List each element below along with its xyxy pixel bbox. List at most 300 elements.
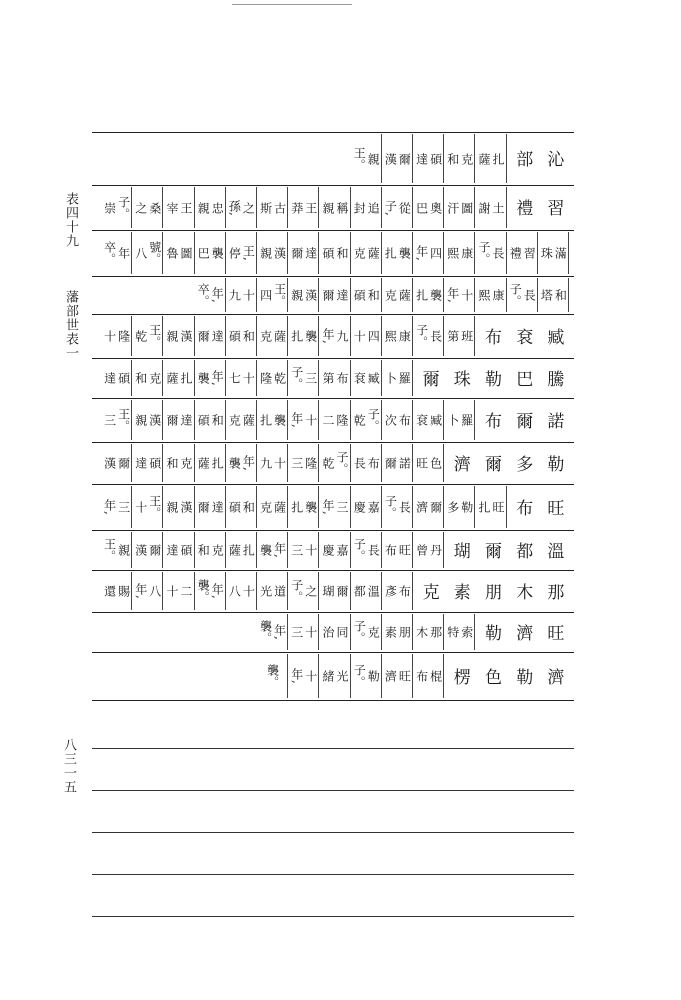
- cell-text: 巴: [414, 201, 429, 214]
- cell-text: 襲。: [265, 664, 280, 688]
- cell-text: 扎: [414, 289, 429, 301]
- table-cell: [227, 316, 257, 356]
- table-cell: [227, 486, 257, 528]
- cell-text: 親: [196, 201, 211, 214]
- table-cell: [320, 360, 350, 396]
- table-cell: [258, 572, 288, 610]
- row-rule: [92, 358, 574, 359]
- cell-text: 丹: [428, 544, 443, 556]
- table-cell: [414, 360, 443, 396]
- table-cell: [383, 572, 413, 610]
- cell-text: 四: [366, 330, 381, 342]
- cell-text: 扎: [490, 152, 505, 165]
- cell-text: 諾: [397, 457, 412, 469]
- cell-text: 斯: [258, 201, 273, 214]
- cell-text: 年,: [320, 328, 335, 344]
- cell-text: 碩: [227, 330, 242, 342]
- cell-text: 爾: [289, 247, 304, 259]
- cell-text: 爾: [164, 414, 179, 426]
- cell-text: 布: [480, 411, 501, 429]
- cell-text: 克: [258, 330, 273, 342]
- table-cell: [539, 614, 568, 650]
- cell-text: 謝: [476, 201, 491, 214]
- table-cell: [476, 278, 506, 312]
- cell-text: 三: [289, 457, 304, 469]
- table-cell: [320, 572, 350, 610]
- table-cell: [352, 400, 382, 440]
- table-cell: [133, 532, 163, 568]
- cell-text: 十: [102, 330, 117, 342]
- table-cell: [258, 187, 288, 228]
- cell-text: 布: [414, 670, 429, 682]
- cell-text: 三: [289, 544, 304, 556]
- table-cell: [508, 444, 537, 482]
- cell-text: 布: [397, 585, 412, 597]
- row-rule: [92, 276, 574, 277]
- cell-text: 達: [303, 247, 318, 259]
- row-rule: [92, 398, 574, 399]
- table-cell: [133, 400, 163, 440]
- cell-text: 濟: [543, 667, 564, 685]
- cell-text: 達: [164, 544, 179, 556]
- cell-text: 克: [210, 544, 225, 556]
- table-cell: [258, 532, 288, 568]
- cell-text: 布: [334, 372, 349, 384]
- table-cell: [227, 187, 257, 228]
- cell-text: 九: [258, 457, 273, 469]
- cell-text: 薩: [476, 152, 491, 165]
- table-cell: [445, 134, 475, 183]
- table-cell: [445, 232, 475, 274]
- cell-text: 巴: [512, 369, 533, 387]
- cell-text: 四: [428, 247, 443, 259]
- cell-text: 布: [383, 544, 398, 556]
- table-cell: [320, 232, 350, 274]
- cell-text: 同: [334, 626, 349, 638]
- cell-text: 十: [272, 457, 287, 469]
- cell-text: 扎: [210, 457, 225, 469]
- row-rule: [92, 314, 574, 315]
- cell-text: 年,: [210, 583, 225, 599]
- table-cell: [476, 614, 505, 650]
- cell-text: 和: [241, 501, 256, 513]
- table-cell: [383, 444, 413, 482]
- cell-text: 達: [334, 289, 349, 301]
- cell-text: 王: [303, 201, 318, 214]
- table-cell: [133, 187, 163, 228]
- cell-text: 年: [116, 247, 131, 259]
- table-cell: [352, 360, 382, 396]
- cell-text: 卒。: [102, 241, 117, 265]
- cell-text: 瑚: [449, 541, 470, 559]
- cell-text: 長: [352, 457, 367, 469]
- table-cell: [383, 360, 413, 396]
- table-cell: [133, 486, 163, 528]
- cell-text: 親: [258, 247, 273, 259]
- table-cell: [196, 232, 226, 274]
- cell-text: 漢: [303, 289, 318, 301]
- cell-text: 和: [133, 372, 148, 384]
- cell-text: 之: [241, 201, 256, 214]
- table-cell: [352, 134, 382, 183]
- cell-text: 光: [258, 585, 273, 597]
- cell-text: 道: [272, 585, 287, 597]
- cell-text: 十: [241, 585, 256, 597]
- cell-text: 爾: [397, 152, 412, 165]
- cell-text: 碩: [116, 372, 131, 384]
- cell-text: 克: [383, 289, 398, 301]
- cell-text: 楞: [449, 667, 470, 685]
- cell-text: 子。: [414, 324, 429, 348]
- cell-text: 朋: [480, 582, 501, 600]
- cell-text: 年,: [210, 370, 225, 386]
- table-cell: [414, 316, 444, 356]
- table-cell: [508, 134, 537, 183]
- table-cell: [383, 278, 413, 312]
- cell-text: 襲: [303, 330, 318, 342]
- cell-text: 旺: [490, 501, 505, 513]
- cell-text: 長: [428, 330, 443, 342]
- cell-text: 襲。: [196, 579, 211, 603]
- cell-text: 襲: [258, 544, 273, 556]
- cell-text: 子。: [508, 283, 523, 307]
- top-scan-rule: [232, 4, 352, 5]
- table-cell: [539, 187, 568, 228]
- cell-text: 年,: [445, 287, 460, 303]
- cell-text: 十: [133, 501, 148, 513]
- cell-text: 禮: [508, 247, 523, 259]
- cell-text: 騰: [543, 369, 564, 387]
- cell-text: 年,: [289, 412, 304, 428]
- cell-text: 漢: [178, 330, 193, 342]
- cell-text: 薩: [227, 544, 242, 556]
- cell-text: 停: [227, 247, 242, 259]
- table-cell: [320, 486, 350, 528]
- cell-text: 漢: [383, 152, 398, 165]
- table-cell: [508, 232, 538, 274]
- row-rule: [92, 570, 574, 571]
- table-cell: [414, 654, 444, 698]
- cell-text: 漢: [178, 501, 193, 513]
- table-cell: [164, 444, 194, 482]
- cell-text: 勒: [512, 667, 533, 685]
- cell-text: 三: [116, 501, 131, 513]
- cell-text: 布: [480, 327, 501, 345]
- cell-text: 親: [164, 330, 179, 342]
- cell-text: 崇: [102, 201, 117, 214]
- table-cell: [164, 360, 194, 396]
- cell-text: 乾: [352, 414, 367, 426]
- cell-text: 之: [303, 585, 318, 597]
- table-cell: [164, 486, 194, 528]
- table-cell: [383, 614, 413, 650]
- cell-text: 克: [418, 582, 439, 600]
- table-cell: [539, 654, 568, 698]
- cell-text: 長: [522, 289, 537, 301]
- cell-text: 襲: [196, 372, 211, 384]
- cell-text: 薩: [366, 247, 381, 259]
- table-cell: [476, 400, 505, 440]
- cell-text: 碩: [320, 247, 335, 259]
- cell-text: 扎: [383, 247, 398, 259]
- table-cell: [445, 360, 474, 396]
- cell-text: 達: [414, 152, 429, 165]
- cell-text: 克: [366, 626, 381, 638]
- table-cell: [508, 316, 537, 356]
- cell-text: 克: [459, 152, 474, 165]
- cell-text: 薩: [272, 501, 287, 513]
- cell-text: 碩: [196, 414, 211, 426]
- table-cell: [102, 360, 132, 396]
- cell-text: 親: [164, 501, 179, 513]
- cell-text: 襲: [272, 414, 287, 426]
- table-cell: [383, 316, 413, 356]
- cell-text: 多: [512, 454, 533, 472]
- blank-rule: [92, 874, 574, 875]
- cell-text: 扎: [258, 414, 273, 426]
- cell-text: 隆: [258, 372, 273, 384]
- table-cell: [414, 486, 444, 528]
- table-cell: [383, 134, 413, 183]
- cell-text: 嘉: [366, 501, 381, 513]
- table-cell: [196, 316, 226, 356]
- table-cell: [102, 572, 132, 610]
- row-rule: [92, 132, 574, 133]
- cell-text: 八: [227, 585, 242, 597]
- cell-text: 袞: [512, 327, 533, 345]
- table-cell: [289, 278, 319, 312]
- row-rule: [92, 442, 574, 443]
- cell-text: 十: [303, 670, 318, 682]
- cell-text: 年,: [414, 245, 429, 261]
- table-cell: [445, 444, 474, 482]
- table-cell: [445, 187, 475, 228]
- table-cell: [539, 572, 568, 610]
- cell-text: 旺: [397, 670, 412, 682]
- cell-text: 漢: [147, 414, 162, 426]
- table-cell: [539, 316, 568, 356]
- table-cell: [227, 444, 257, 482]
- cell-text: 第: [320, 372, 335, 384]
- table-cell: [352, 486, 382, 528]
- cell-text: 碩: [352, 289, 367, 301]
- table-cell: [196, 360, 226, 396]
- cell-text: 達: [210, 330, 225, 342]
- table-cell: [476, 232, 506, 274]
- blank-rule: [92, 748, 574, 749]
- cell-text: 八: [133, 247, 148, 259]
- cell-text: 濟: [512, 623, 533, 641]
- cell-text: 色: [480, 667, 501, 685]
- cell-text: 爾: [116, 457, 131, 469]
- cell-text: 子。: [352, 620, 367, 644]
- cell-text: 和: [334, 247, 349, 259]
- cell-text: 年,: [133, 583, 148, 599]
- cell-text: 孫,: [227, 199, 242, 216]
- cell-text: 爾: [196, 330, 211, 342]
- cell-text: 碩: [178, 544, 193, 556]
- table-cell: [383, 187, 413, 228]
- table-cell: [476, 486, 506, 528]
- cell-text: 扎: [178, 372, 193, 384]
- cell-text: 圖: [178, 247, 193, 259]
- table-cell: [164, 316, 194, 356]
- cell-text: 子。: [383, 495, 398, 519]
- cell-text: 緒: [320, 670, 335, 682]
- table-cell: [414, 532, 444, 568]
- cell-text: 九: [227, 289, 242, 301]
- table-cell: [320, 614, 350, 650]
- table-cell: [352, 654, 382, 698]
- cell-text: 襲: [303, 501, 318, 513]
- cell-text: 勒: [366, 670, 381, 682]
- cell-text: 十: [241, 372, 256, 384]
- blank-rule: [92, 832, 574, 833]
- table-cell: [289, 532, 319, 568]
- cell-text: 爾: [480, 454, 501, 472]
- table-cell: [352, 444, 382, 482]
- cell-text: 長: [490, 247, 505, 259]
- cell-text: 十: [303, 626, 318, 638]
- cell-text: 扎: [241, 544, 256, 556]
- cell-text: 四: [258, 289, 273, 301]
- table-cell: [508, 278, 538, 312]
- table-cell: [133, 232, 163, 274]
- table-cell: [508, 360, 537, 396]
- cell-text: 漢: [133, 544, 148, 556]
- cell-text: 子。: [352, 664, 367, 688]
- table-cell: [102, 187, 132, 228]
- cell-text: 治: [320, 626, 335, 638]
- cell-text: 爾: [512, 411, 533, 429]
- table-cell: [102, 532, 132, 568]
- table-cell: [445, 316, 475, 356]
- cell-text: 親: [320, 201, 335, 214]
- cell-text: 八: [147, 585, 162, 597]
- cell-text: 達: [102, 372, 117, 384]
- cell-text: 乾: [133, 330, 148, 342]
- table-number: 表四十九: [63, 192, 78, 248]
- cell-text: 和: [366, 289, 381, 301]
- table-cell: [258, 654, 288, 698]
- cell-text: 次: [383, 414, 398, 426]
- cell-text: 王。: [116, 408, 131, 432]
- cell-text: 三: [334, 501, 349, 513]
- cell-text: 年,: [102, 499, 117, 515]
- cell-text: 羅: [397, 372, 412, 384]
- cell-text: 十: [303, 544, 318, 556]
- table-cell: [320, 654, 350, 698]
- table-cell: [383, 400, 413, 440]
- cell-text: 勒: [459, 501, 474, 513]
- cell-text: 濟: [449, 454, 470, 472]
- table-cell: [414, 232, 444, 274]
- table-cell: [196, 278, 226, 312]
- table-cell: [476, 316, 505, 356]
- cell-text: 三: [303, 372, 318, 384]
- cell-text: 慶: [320, 544, 335, 556]
- cell-text: 奧: [428, 201, 443, 214]
- cell-text: 康: [490, 289, 505, 301]
- table-cell: [539, 444, 568, 482]
- cell-text: 碩: [147, 457, 162, 469]
- cell-text: 那: [543, 582, 564, 600]
- table-cell: [227, 360, 257, 396]
- cell-text: 親: [116, 544, 131, 556]
- cell-text: 追: [366, 201, 381, 214]
- cell-text: 部: [512, 150, 533, 167]
- cell-text: 旺: [397, 544, 412, 556]
- cell-text: 王。: [102, 538, 117, 562]
- cell-text: 禮: [512, 199, 533, 216]
- cell-text: 親: [133, 414, 148, 426]
- cell-text: 色: [428, 457, 443, 469]
- cell-text: 薩: [196, 457, 211, 469]
- table-cell: [445, 654, 474, 698]
- row-rule: [92, 652, 574, 653]
- table-cell: [352, 316, 382, 356]
- table-cell: [258, 360, 288, 396]
- table-cell: [196, 187, 226, 228]
- cell-text: 十: [459, 289, 474, 301]
- cell-text: 薩: [241, 414, 256, 426]
- table-cell: [352, 614, 382, 650]
- cell-text: 年,: [241, 455, 256, 471]
- table-cell: [258, 316, 288, 356]
- cell-text: 扎: [289, 501, 304, 513]
- table-cell: [476, 360, 505, 396]
- table-cell: [320, 187, 350, 228]
- cell-text: 光: [334, 670, 349, 682]
- table-cell: [102, 486, 132, 528]
- cell-text: 克: [352, 247, 367, 259]
- cell-text: 親: [289, 289, 304, 301]
- cell-text: 魯: [164, 247, 179, 259]
- cell-text: 年,: [289, 668, 304, 684]
- cell-text: 勒: [480, 369, 501, 387]
- cell-text: 七: [227, 372, 242, 384]
- cell-text: 二: [320, 414, 335, 426]
- cell-text: 襲: [227, 457, 242, 469]
- cell-text: 棍: [428, 670, 443, 682]
- cell-text: 十: [164, 585, 179, 597]
- table-cell: [196, 532, 226, 568]
- cell-text: 克: [178, 457, 193, 469]
- table-cell: [164, 572, 194, 610]
- table-cell: [383, 654, 413, 698]
- cell-text: 羅: [459, 414, 474, 426]
- table-cell: [383, 486, 413, 528]
- cell-text: 年,: [210, 287, 225, 303]
- cell-text: 子。: [366, 408, 381, 432]
- cell-text: 長: [366, 544, 381, 556]
- cell-text: 特: [445, 626, 460, 638]
- cell-text: 溫: [543, 541, 564, 559]
- cell-text: 曾: [414, 544, 429, 556]
- cell-text: 克: [227, 414, 242, 426]
- cell-text: 珠: [539, 247, 554, 259]
- table-cell: [539, 532, 568, 568]
- table-cell: [289, 400, 319, 440]
- cell-text: 諾: [543, 411, 564, 429]
- table-cell: [414, 400, 444, 440]
- cell-text: 熙: [445, 247, 460, 259]
- table-cell: [102, 232, 132, 274]
- table-cell: [445, 532, 474, 568]
- cell-text: 和: [210, 414, 225, 426]
- table-cell: [102, 316, 132, 356]
- cell-text: 子,: [383, 199, 398, 216]
